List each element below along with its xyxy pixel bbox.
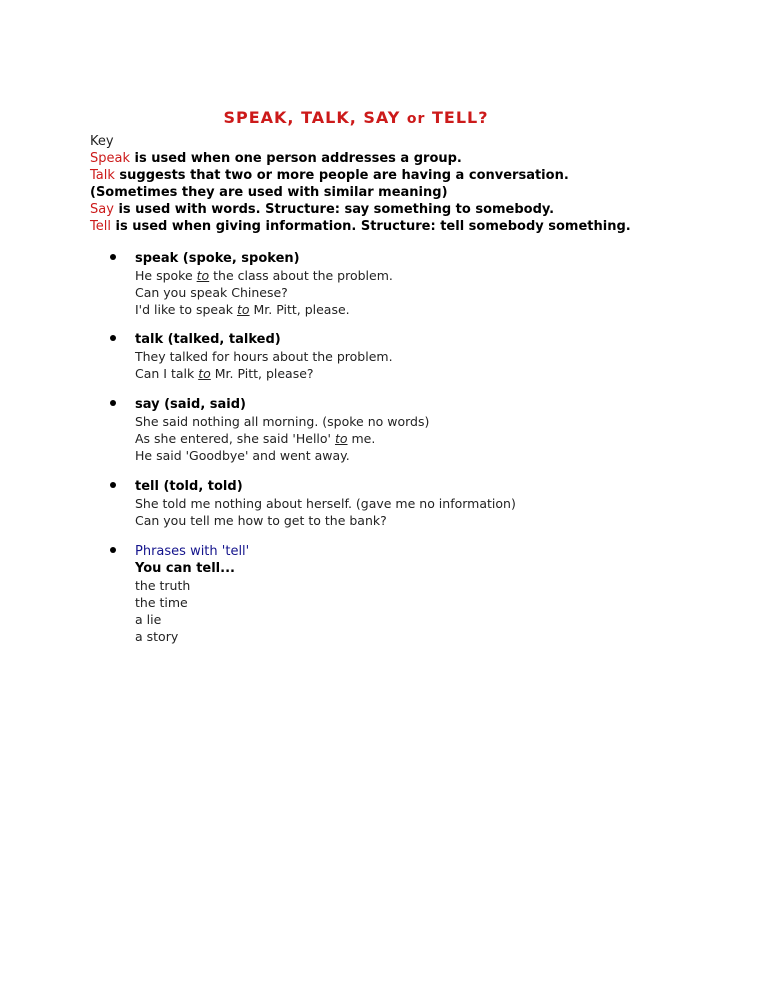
title-text: SPEAK, TALK, SAY (223, 108, 407, 127)
phrase-item: a story (135, 629, 179, 644)
example-sentence: She told me nothing about herself. (gave me no information) (135, 496, 516, 511)
key-line-speak (90, 150, 730, 167)
key-word: Tell (90, 219, 111, 234)
title-end: TELL? (425, 108, 489, 127)
key-label: Key (90, 134, 114, 149)
bullet-icon (110, 254, 116, 260)
bullet-icon (110, 547, 116, 553)
key-word: Talk (90, 168, 115, 183)
example-sentence: Can you tell me how to get to the bank? (135, 513, 387, 528)
example-sentence: I'd like to speak to Mr. Pitt, please. (135, 302, 350, 317)
key-definition: suggests that two or more people are having a conversation. (114, 168, 569, 183)
phrase-item: the truth (135, 578, 191, 593)
section-phrases-tell (110, 543, 710, 645)
section-heading: Phrases with 'tell' (135, 544, 250, 559)
example-sentence: Can you speak Chinese? (135, 285, 288, 300)
example-sentence: He spoke to the class about the problem. (135, 268, 393, 283)
bullet-icon (110, 335, 116, 341)
key-line-tell (90, 218, 730, 235)
key-word: Say (90, 202, 114, 217)
bullet-icon (110, 400, 116, 406)
section-tell (110, 478, 710, 529)
key-line-talk (90, 167, 730, 184)
page-title (0, 108, 712, 127)
key-word: Speak (90, 151, 130, 166)
example-sentence: They talked for hours about the problem. (135, 349, 393, 364)
key-line-say (90, 201, 730, 218)
section-heading: say (said, said) (135, 397, 247, 412)
example-sentence: As she entered, she said 'Hello' to me. (135, 431, 376, 446)
key-definition: is used when one person addresses a group. (130, 151, 462, 166)
section-heading: talk (talked, talked) (135, 332, 281, 347)
example-sentence: He said 'Goodbye' and went away. (135, 448, 350, 463)
key-block (90, 133, 730, 235)
section-talk (110, 331, 710, 382)
key-note: (Sometimes they are used with similar meaning) (90, 185, 448, 200)
phrase-item: a lie (135, 612, 162, 627)
key-definition: is used when giving information. Structure: tell somebody something. (110, 219, 631, 234)
section-say (110, 396, 710, 464)
section-heading: speak (spoke, spoken) (135, 251, 300, 266)
section-subheading: You can tell... (135, 561, 235, 576)
example-sentence: She said nothing all morning. (spoke no words) (135, 414, 430, 429)
section-speak (110, 250, 710, 318)
example-sentence: Can I talk to Mr. Pitt, please? (135, 366, 314, 381)
title-or: or (406, 111, 426, 127)
key-definition: is used with words. Structure: say something to somebody. (113, 202, 555, 217)
section-heading: tell (told, told) (135, 479, 243, 494)
phrase-item: the time (135, 595, 188, 610)
bullet-icon (110, 482, 116, 488)
